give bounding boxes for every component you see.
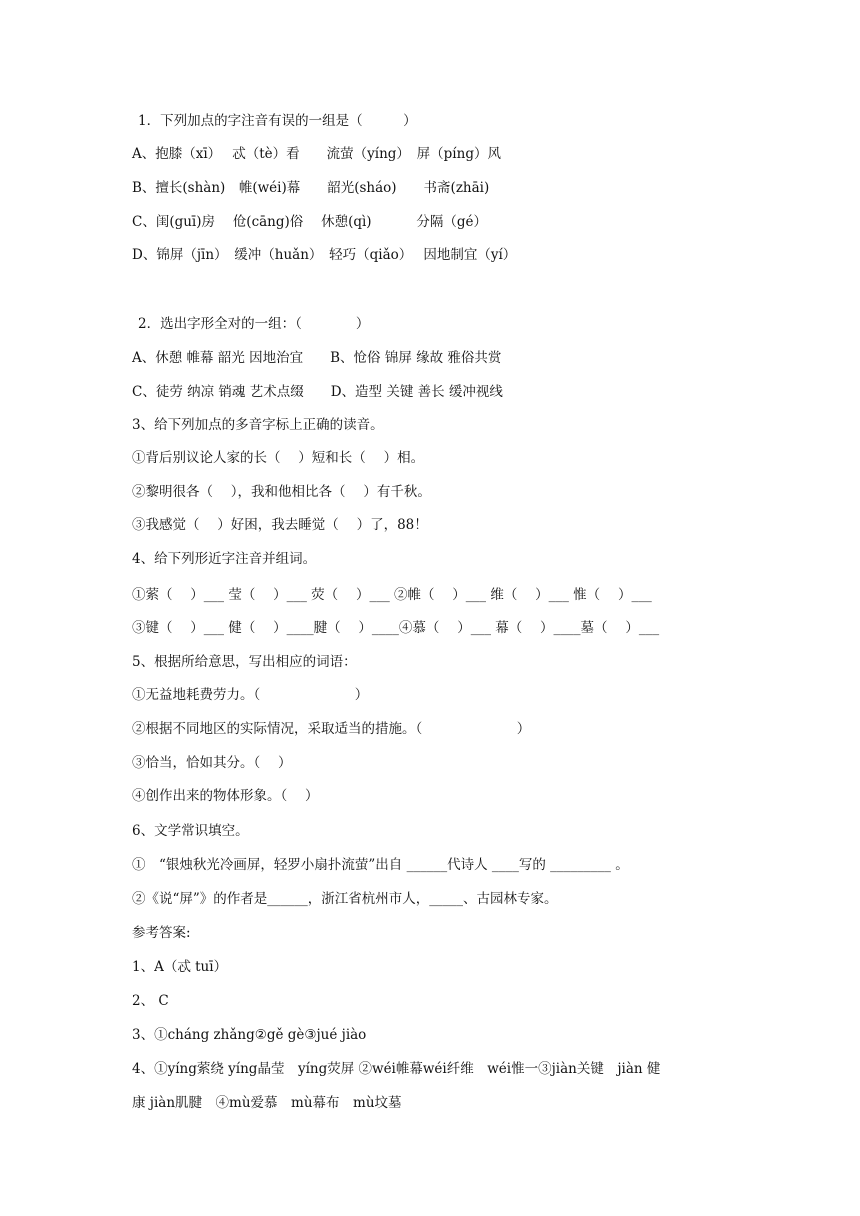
q3-item-2: ②黎明很各（ ），我和他相比各（ ）有千秋。	[132, 484, 431, 500]
q1-stem: 1．下列加点的字注音有误的一组是（ ）	[138, 113, 417, 129]
q1-option-b: B、擅长(shàn) 帷(wéi)幕 韶光(sháo) 书斋(zhāi)	[132, 180, 490, 196]
q5-item-4: ④创作出来的物体形象。（ ）	[132, 788, 319, 804]
q1-option-d: D、锦屏（jīn） 缓冲（huǎn） 轻巧（qiǎo） 因地制宜（yí）	[132, 247, 517, 263]
q1-option-a: A、抱膝（xī） 忒（tè）看 流萤（yíng） 屏（píng）风	[132, 146, 501, 162]
answer-1: 1、A（忒 tuī）	[132, 959, 228, 975]
answer-2: 2、 C	[132, 993, 169, 1009]
answers-title: 参考答案:	[132, 925, 191, 941]
q2-options-ab: A、休憩 帷幕 韶光 因地治宜 B、怆俗 锦屏 缘故 雅俗共赏	[132, 350, 502, 366]
q5-stem: 5、根据所给意思，写出相应的词语：	[132, 654, 357, 670]
q6-item-2: ②《说“屏”》的作者是______，浙江省杭州市人，_____、古园林专家。	[132, 891, 558, 907]
q4-row-1: ①萦（ ）___ 莹（ ）___ 荧（ ）___ ②帷（ ）___ 维（ ）___ 惟（ ）___	[132, 587, 652, 603]
q1-option-c: C、闺(guī)房 伧(cāng)俗 休憩(qì) 分隔（gé）	[132, 214, 487, 230]
q4-row-2: ③键（ ）___ 健（ ）____腱（ ）____④慕（ ）___ 幕（ ）____墓（ ）___	[132, 620, 660, 636]
q5-item-3: ③恰当，恰如其分。（ ）	[132, 755, 292, 771]
q5-item-1: ①无益地耗费劳力。（ ）	[132, 687, 369, 703]
q6-stem: 6、文学常识填空。	[132, 823, 249, 839]
q3-stem: 3、给下列加点的多音字标上正确的读音。	[132, 417, 384, 433]
q6-item-1: ① “银烛秋光冷画屏，轻罗小扇扑流萤”出自 ______代诗人 ____写的 _________ 。	[132, 857, 629, 873]
q3-item-1: ①背后别议论人家的长（ ）短和长（ ）相。	[132, 450, 425, 466]
q3-item-3: ③我感觉（ ）好困，我去睡觉（ ）了，88！	[132, 517, 428, 533]
answer-4-line-2: 康 jiàn肌腱 ④mù爱慕 mù幕布 mù坟墓	[132, 1095, 402, 1111]
q4-stem: 4、给下列形近字注音并组词。	[132, 551, 317, 567]
q5-item-2: ②根据不同地区的实际情况，采取适当的措施。（ ）	[132, 721, 531, 737]
answer-4-line-1: 4、①yíng萦绕 yíng晶莹 yíng荧屏 ②wéi帷幕wéi纤维 wéi惟一③jiàn关键 jiàn 健	[132, 1061, 661, 1077]
q2-stem: 2．选出字形全对的一组：（ ）	[138, 316, 370, 332]
q2-options-cd: C、徒劳 纳凉 销魂 艺术点缀 D、造型 关键 善长 缓冲视线	[132, 384, 503, 400]
answer-3: 3、①cháng zhǎng②gě gè③jué jiào	[132, 1027, 367, 1043]
